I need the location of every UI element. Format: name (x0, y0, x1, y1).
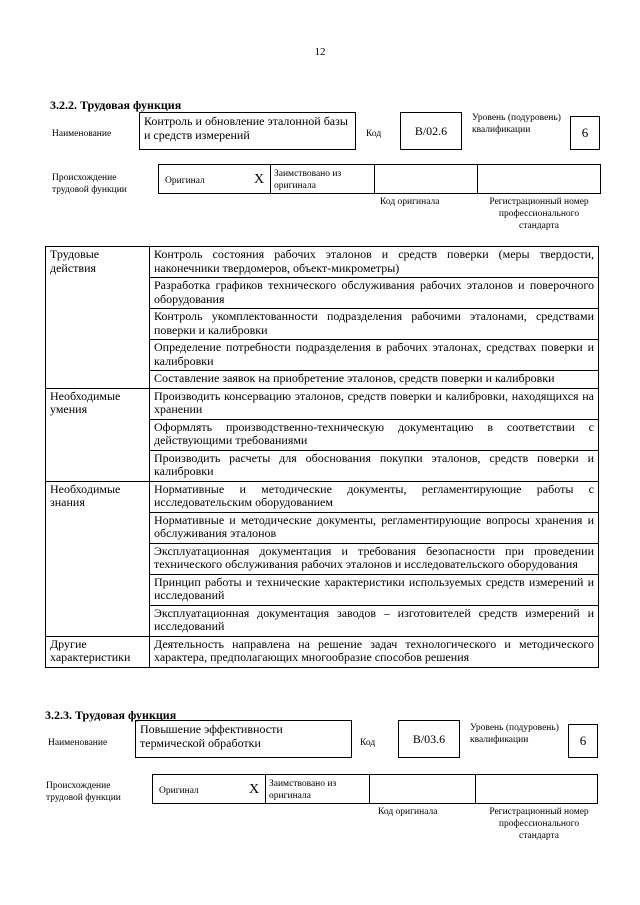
knowledge-item: Нормативные и методические документы, регламентирующие вопросы хранения и обслуживания эталонов (150, 512, 599, 543)
knowledge-item: Эксплуатационная документация и требования безопасности при проведении технического обслуживания рабочих эталонов и исследовательского оборудования (150, 543, 599, 574)
level-value-field: 6 (570, 116, 600, 150)
skill-item: Производить расчеты для обоснования покупки эталонов, средств поверки и калибровки (150, 450, 599, 481)
labor-function-table (45, 246, 599, 668)
function-code-field: B/03.6 (398, 720, 460, 758)
borrowed-label: Заимствовано из оригинала (269, 779, 337, 801)
divider (374, 165, 375, 193)
origin-row (152, 774, 598, 804)
level-label: Уровень (подуровень) квалификации (470, 723, 559, 745)
code-label: Код (360, 738, 376, 748)
original-checkmark: X (249, 782, 260, 797)
original-checkmark: X (254, 172, 265, 187)
reg-number-label: Регистрационный номер профессионального стандарта (489, 807, 589, 841)
name-label: Наименование (52, 129, 112, 139)
labor-action-item: Контроль укомплектованности подразделения рабочими эталонами, средствами поверки и калибровки (150, 309, 599, 340)
function-name-field: Контроль и обновление эталонной базы и средств измерений (139, 112, 356, 150)
origin-row (158, 164, 601, 194)
level-label: Уровень (подуровень) квалификации (472, 113, 561, 135)
table-row (46, 247, 599, 278)
knowledge-item: Эксплуатационная документация заводов – изготовителей средств измерений и исследований (150, 605, 599, 636)
skill-item: Оформлять производственно-техническую документацию в соответствии с действующими требованиями (150, 419, 599, 450)
code-label: Код (366, 129, 382, 139)
reg-number-label: Регистрационный номер профессионального стандарта (489, 197, 589, 231)
labor-action-item: Определение потребности подразделения в рабочих эталонах, средствах поверки и калибровки (150, 340, 599, 371)
skills-label: Необходимые умения (46, 388, 150, 481)
knowledge-label: Необходимые знания (46, 481, 150, 636)
function-name-field: Повышение эффективности термической обработки (135, 720, 352, 758)
section-title: 3.2.2. Трудовая функция (50, 98, 182, 112)
original-label: Оригинал (159, 786, 199, 796)
divider (265, 775, 266, 803)
other-characteristics-item: Деятельность направлена на решение задач технологического и методического характера, предполагающих многообразие способов решения (150, 636, 599, 667)
origin-label: Происхождение трудовой функции (52, 173, 127, 195)
divider (369, 775, 370, 803)
table-row (46, 481, 599, 512)
knowledge-item: Принцип работы и технические характеристики используемых средств измерений и исследований (150, 574, 599, 605)
divider (475, 775, 476, 803)
code-original-label: Код оригинала (380, 197, 440, 207)
labor-action-item: Разработка графиков технического обслуживания рабочих эталонов и поверочного оборудования (150, 278, 599, 309)
origin-label: Происхождение трудовой функции (46, 781, 121, 803)
labor-action-item: Контроль состояния рабочих эталонов и средств поверки (меры твердости, наконечники твердомеров, объект-микрометры) (150, 247, 599, 278)
code-original-label: Код оригинала (378, 807, 438, 817)
borrowed-label: Заимствовано из оригинала (274, 169, 342, 191)
knowledge-item: Нормативные и методические документы, регламентирующие работы с исследовательским оборудованием (150, 481, 599, 512)
name-label: Наименование (48, 738, 108, 748)
other-characteristics-label: Другие характеристики (46, 636, 150, 667)
labor-action-item: Составление заявок на приобретение эталонов, средств поверки и калибровки (150, 371, 599, 389)
original-label: Оригинал (165, 176, 205, 186)
function-code-field: B/02.6 (400, 112, 462, 150)
labor-actions-label: Трудовые действия (46, 247, 150, 389)
table-row (46, 636, 599, 667)
divider (270, 165, 271, 193)
skill-item: Производить консервацию эталонов, средств поверки и калибровки, находящихся на хранении (150, 388, 599, 419)
divider (477, 165, 478, 193)
table-row (46, 388, 599, 419)
section-title: 3.2.3. Трудовая функция (45, 708, 177, 722)
page-number: 12 (314, 46, 326, 58)
level-value-field: 6 (568, 724, 598, 758)
